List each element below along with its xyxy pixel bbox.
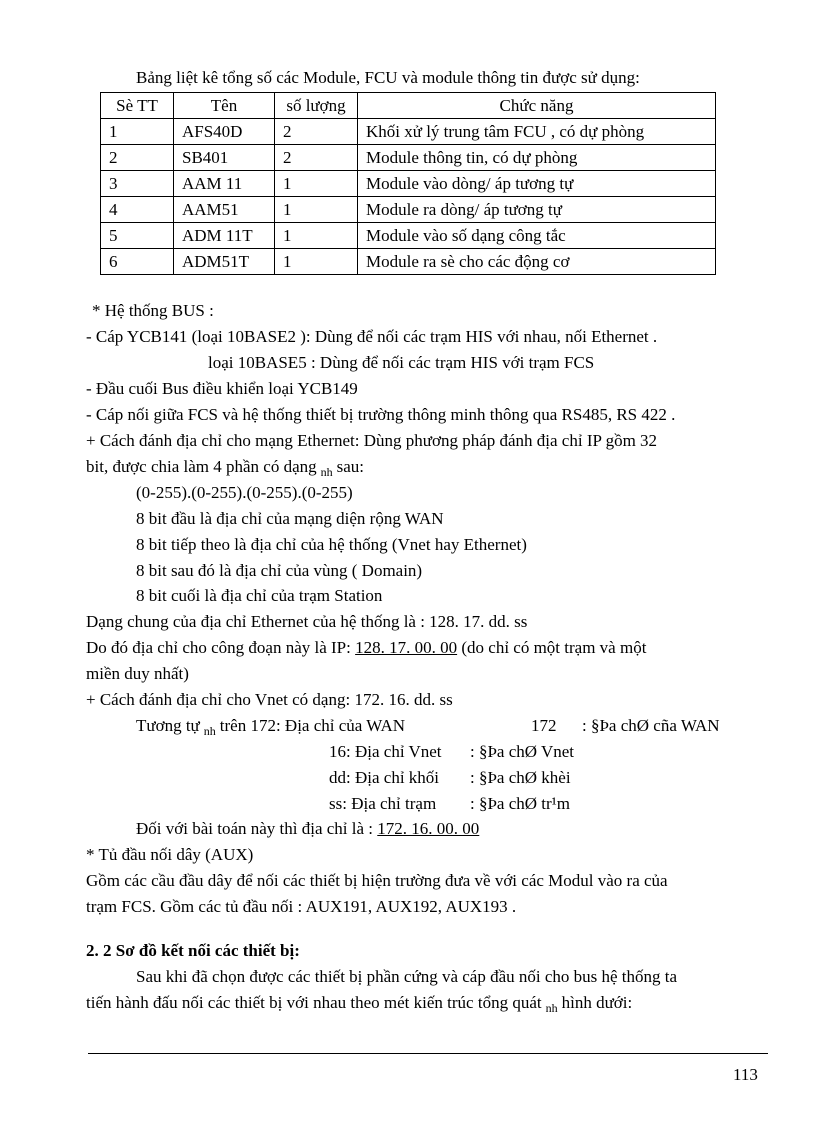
cable-10base5-line: loại 10BASE5 : Dùng để nối các trạm HIS với trạm FCS <box>208 353 595 372</box>
cell-quantity: 1 <box>275 171 358 197</box>
cell-function: Module ra sè cho các động cơ <box>358 249 716 275</box>
ip-format: (0-255).(0-255).(0-255).(0-255) <box>136 483 353 502</box>
text-fragment: Tương tự <box>136 716 200 735</box>
bits-domain-line: 8 bit sau đó là địa chỉ của vùng ( Domain) <box>136 561 423 580</box>
bits-wan-line: 8 bit đầu là địa chỉ của mạng diện rộng WAN <box>136 509 444 528</box>
cell-function: Module thông tin, có dự phòng <box>358 145 716 171</box>
paragraph-line-2 <box>86 992 632 1015</box>
text-fragment: sau: <box>336 457 365 476</box>
cell-name: ADM51T <box>174 249 275 275</box>
cell-stt: 2 <box>101 145 174 171</box>
ss-label: ss: Địa chỉ trạm <box>329 794 437 813</box>
table-header-row <box>101 93 716 119</box>
header-name: Tên <box>174 93 275 119</box>
cell-quantity: 1 <box>275 249 358 275</box>
wan-garbled: : §Þa chØ cña WAN <box>582 716 720 735</box>
paragraph-line-1: Sau khi đã chọn được các thiết bị phần cứng và cáp đầu nối cho bus hệ thống ta <box>136 967 678 986</box>
header-function: Chức năng <box>358 93 716 119</box>
similar-line <box>136 715 405 738</box>
cell-quantity: 2 <box>275 145 358 171</box>
ip-address-line <box>86 637 646 659</box>
text-fragment: bit, được chia làm 4 phần có dạng <box>86 457 317 476</box>
cell-stt: 3 <box>101 171 174 197</box>
subscript-nh: nh <box>203 724 216 738</box>
cell-function: Khối xử lý trung tâm FCU , có dự phòng <box>358 119 716 145</box>
section-heading: 2. 2 Sơ đồ kết nối các thiết bị: <box>86 941 300 960</box>
cell-quantity: 1 <box>275 197 358 223</box>
problem-address-line <box>136 818 479 840</box>
wan-code: 172 <box>531 716 557 735</box>
cell-name: AAM 11 <box>174 171 275 197</box>
ethernet-address-line-2 <box>86 456 364 479</box>
table-row <box>101 197 716 223</box>
cell-name: AFS40D <box>174 119 275 145</box>
table-row <box>101 223 716 249</box>
ethernet-address-line: + Cách đánh địa chỉ cho mạng Ethernet: Dùng phương pháp đánh địa chỉ IP gồm 32 <box>86 431 658 450</box>
subscript-nh: nh <box>320 465 333 479</box>
bits-system-line: 8 bit tiếp theo là địa chỉ của hệ thống (Vnet hay Ethernet) <box>136 535 527 554</box>
cell-quantity: 1 <box>275 223 358 249</box>
problem-address-value: 172. 16. 00. 00 <box>377 819 480 838</box>
module-table <box>100 92 716 275</box>
text-fragment: tiến hành đấu nối các thiết bị với nhau theo mét kiến trúc tổng quát <box>86 993 542 1012</box>
vnet-label: 16: Địa chỉ Vnet <box>329 742 442 761</box>
cell-stt: 5 <box>101 223 174 249</box>
page-number: 113 <box>733 1065 758 1084</box>
dd-garbled: : §Þa chØ khèi <box>470 768 571 787</box>
cable-ycb141-line: - Cáp YCB141 (loại 10BASE2 ): Dùng để nối các trạm HIS với nhau, nối Ethernet . <box>86 327 658 346</box>
cell-stt: 6 <box>101 249 174 275</box>
cell-name: AAM51 <box>174 197 275 223</box>
text-fragment: Do đó địa chỉ cho công đoạn này là IP: <box>86 638 351 657</box>
vnet-garbled: : §Þa chØ Vnet <box>470 742 575 761</box>
ip-value: 128. 17. 00. 00 <box>355 638 458 657</box>
general-form-line: Dạng chung của địa chỉ Ethernet của hệ thống là : 128. 17. dd. ss <box>86 612 528 631</box>
cell-stt: 1 <box>101 119 174 145</box>
text-fragment: Đối với bài toán này thì địa chỉ là : <box>136 819 374 838</box>
ss-garbled: : §Þa chØ tr¹m <box>470 794 570 813</box>
header-quantity: số lượng <box>275 93 358 119</box>
text-fragment: hình dưới: <box>561 993 633 1012</box>
table-caption: Bảng liệt kê tổng số các Module, FCU và module thông tin được sử dụng: <box>136 68 640 87</box>
table-row <box>101 171 716 197</box>
cell-stt: 4 <box>101 197 174 223</box>
dd-label: dd: Địa chỉ khối <box>329 768 440 787</box>
cell-function: Module vào số dạng công tắc <box>358 223 716 249</box>
table-row <box>101 119 716 145</box>
cell-name: ADM 11T <box>174 223 275 249</box>
ip-address-line-cont: miền duy nhất) <box>86 664 189 683</box>
aux-heading: * Tủ đầu nối dây (AUX) <box>86 845 254 864</box>
text-fragment: trên 172: Địa chỉ của WAN <box>219 716 405 735</box>
cell-function: Module vào dòng/ áp tương tự <box>358 171 716 197</box>
aux-line-2: trạm FCS. Gồm các tủ đầu nối : AUX191, AUX192, AUX193 . <box>86 897 517 916</box>
table-row <box>101 249 716 275</box>
footer-divider <box>88 1053 768 1054</box>
text-fragment: (do chỉ có một trạm và một <box>461 638 647 657</box>
rs485-line: - Cáp nối giữa FCS và hệ thống thiết bị trường thông minh thông qua RS485, RS 422 . <box>86 405 676 424</box>
bus-terminal-line: - Đầu cuối Bus điều khiển loại YCB149 <box>86 379 358 398</box>
header-stt: Sè TT <box>101 93 174 119</box>
table-row <box>101 145 716 171</box>
cell-quantity: 2 <box>275 119 358 145</box>
aux-line-1: Gồm các cầu đầu dây để nối các thiết bị hiện trường đưa về với các Modul vào ra của <box>86 871 668 890</box>
subscript-nh: nh <box>545 1001 558 1015</box>
cell-function: Module ra dòng/ áp tương tự <box>358 197 716 223</box>
cell-name: SB401 <box>174 145 275 171</box>
bits-station-line: 8 bit cuối là địa chỉ của trạm Station <box>136 586 383 605</box>
vnet-heading: + Cách đánh địa chỉ cho Vnet có dạng: 172. 16. dd. ss <box>86 690 453 709</box>
bus-heading: * Hệ thống BUS : <box>92 301 214 320</box>
